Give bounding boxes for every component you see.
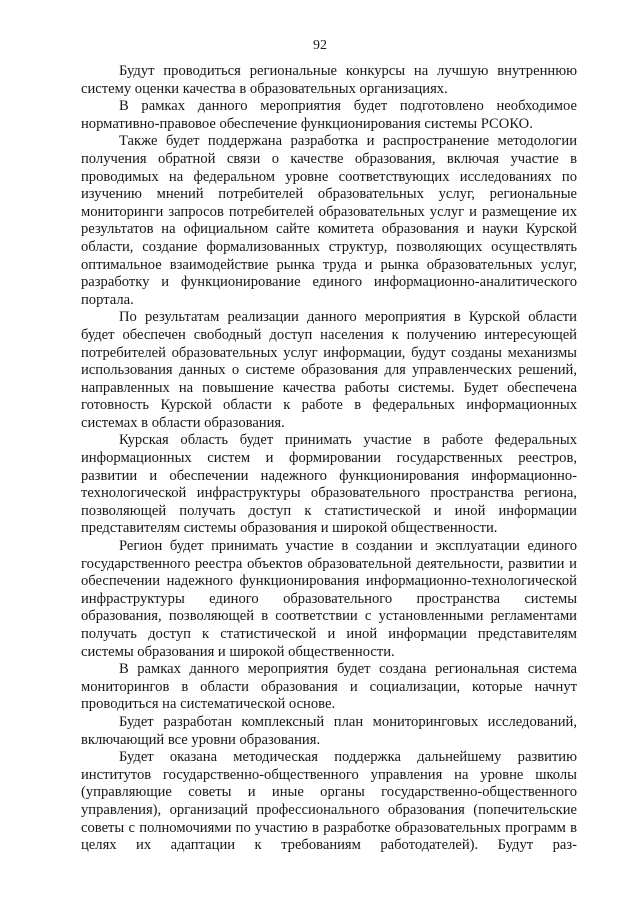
paragraph-monitoring-system: В рамках данного мероприятия будет создана региональная система мониторингов в области образования и социализации, которые начнут проводиться на систематической основе. (81, 661, 577, 713)
paragraph-normative-support: В рамках данного мероприятия будет подготовлено необходимое нормативно-правовое обеспечение функционирования системы РСОКО. (81, 98, 577, 132)
paragraph-public-governance: Будет оказана методическая поддержка дальнейшему развитию институтов государственно-общественного управления на уровне школы (управляющие советы и иные органы государственно-общественного управления), организаций профессионального образования (попечительские советы с полномочиями по участию в разработке образовательных программ в целях их адаптации к требованиям работодателей). Будут раз- (81, 749, 577, 854)
paragraph-free-access: По результатам реализации данного мероприятия в Курской области будет обеспечен свободный доступ населения к получению интересующей потребителей образовательных услуг информации, будут созданы механизмы использования данных о системе образования для управленческих решений, направленных на повышение качества работы системы. Будет обеспечена готовность Курской области к работе в федеральных информационных системах в области образования. (81, 309, 577, 431)
page-text-body (81, 63, 577, 855)
paragraph-monitoring-plan: Будет разработан комплексный план мониторинговых исследований, включающий все уровни образования. (81, 713, 577, 748)
paragraph-federal-systems: Курская область будет принимать участие в работе федеральных информационных систем и формировании государственных реестров, развитии и обеспечении надежного функционирования информационно-технологической инфраструктуры образовательного пространства региона, позволяющей получать доступ к статистической и иной информации представителям системы образования и широкой общественности. (81, 432, 577, 537)
page-number: 92 (313, 38, 327, 53)
paragraph-feedback-methodology: Также будет поддержана разработка и распространение методологии получения обратной связи о качестве образования, включая участие в проводимых на федеральном уровне соответствующих исследованиях по изучению мнений потребителей образовательных услуг, региональные мониторинги запросов потребителей образовательных услуг и размещение их результатов на официальном сайте комитета образования и науки Курской области, создание формализованных структур, позволяющих осуществлять оптимальное взаимодействие рынка труда и рынка образовательных услуг, разработку и функционирование единого информационно-аналитического портала. (81, 133, 577, 308)
paragraph-unified-registry: Регион будет принимать участие в создании и эксплуатации единого государственного реестра объектов образовательной деятельности, развитии и обеспечении надежного функционирования информационно-технологической инфраструктуры единого образовательного пространства системы образования, позволяющей в соответствии с установленными регламентами получать доступ к статистической и иной информации представителям системы образования и широкой общественности. (81, 538, 577, 660)
paragraph-regional-contests: Будут проводиться региональные конкурсы на лучшую внутреннюю систему оценки качества в образовательных организациях. (81, 63, 577, 97)
